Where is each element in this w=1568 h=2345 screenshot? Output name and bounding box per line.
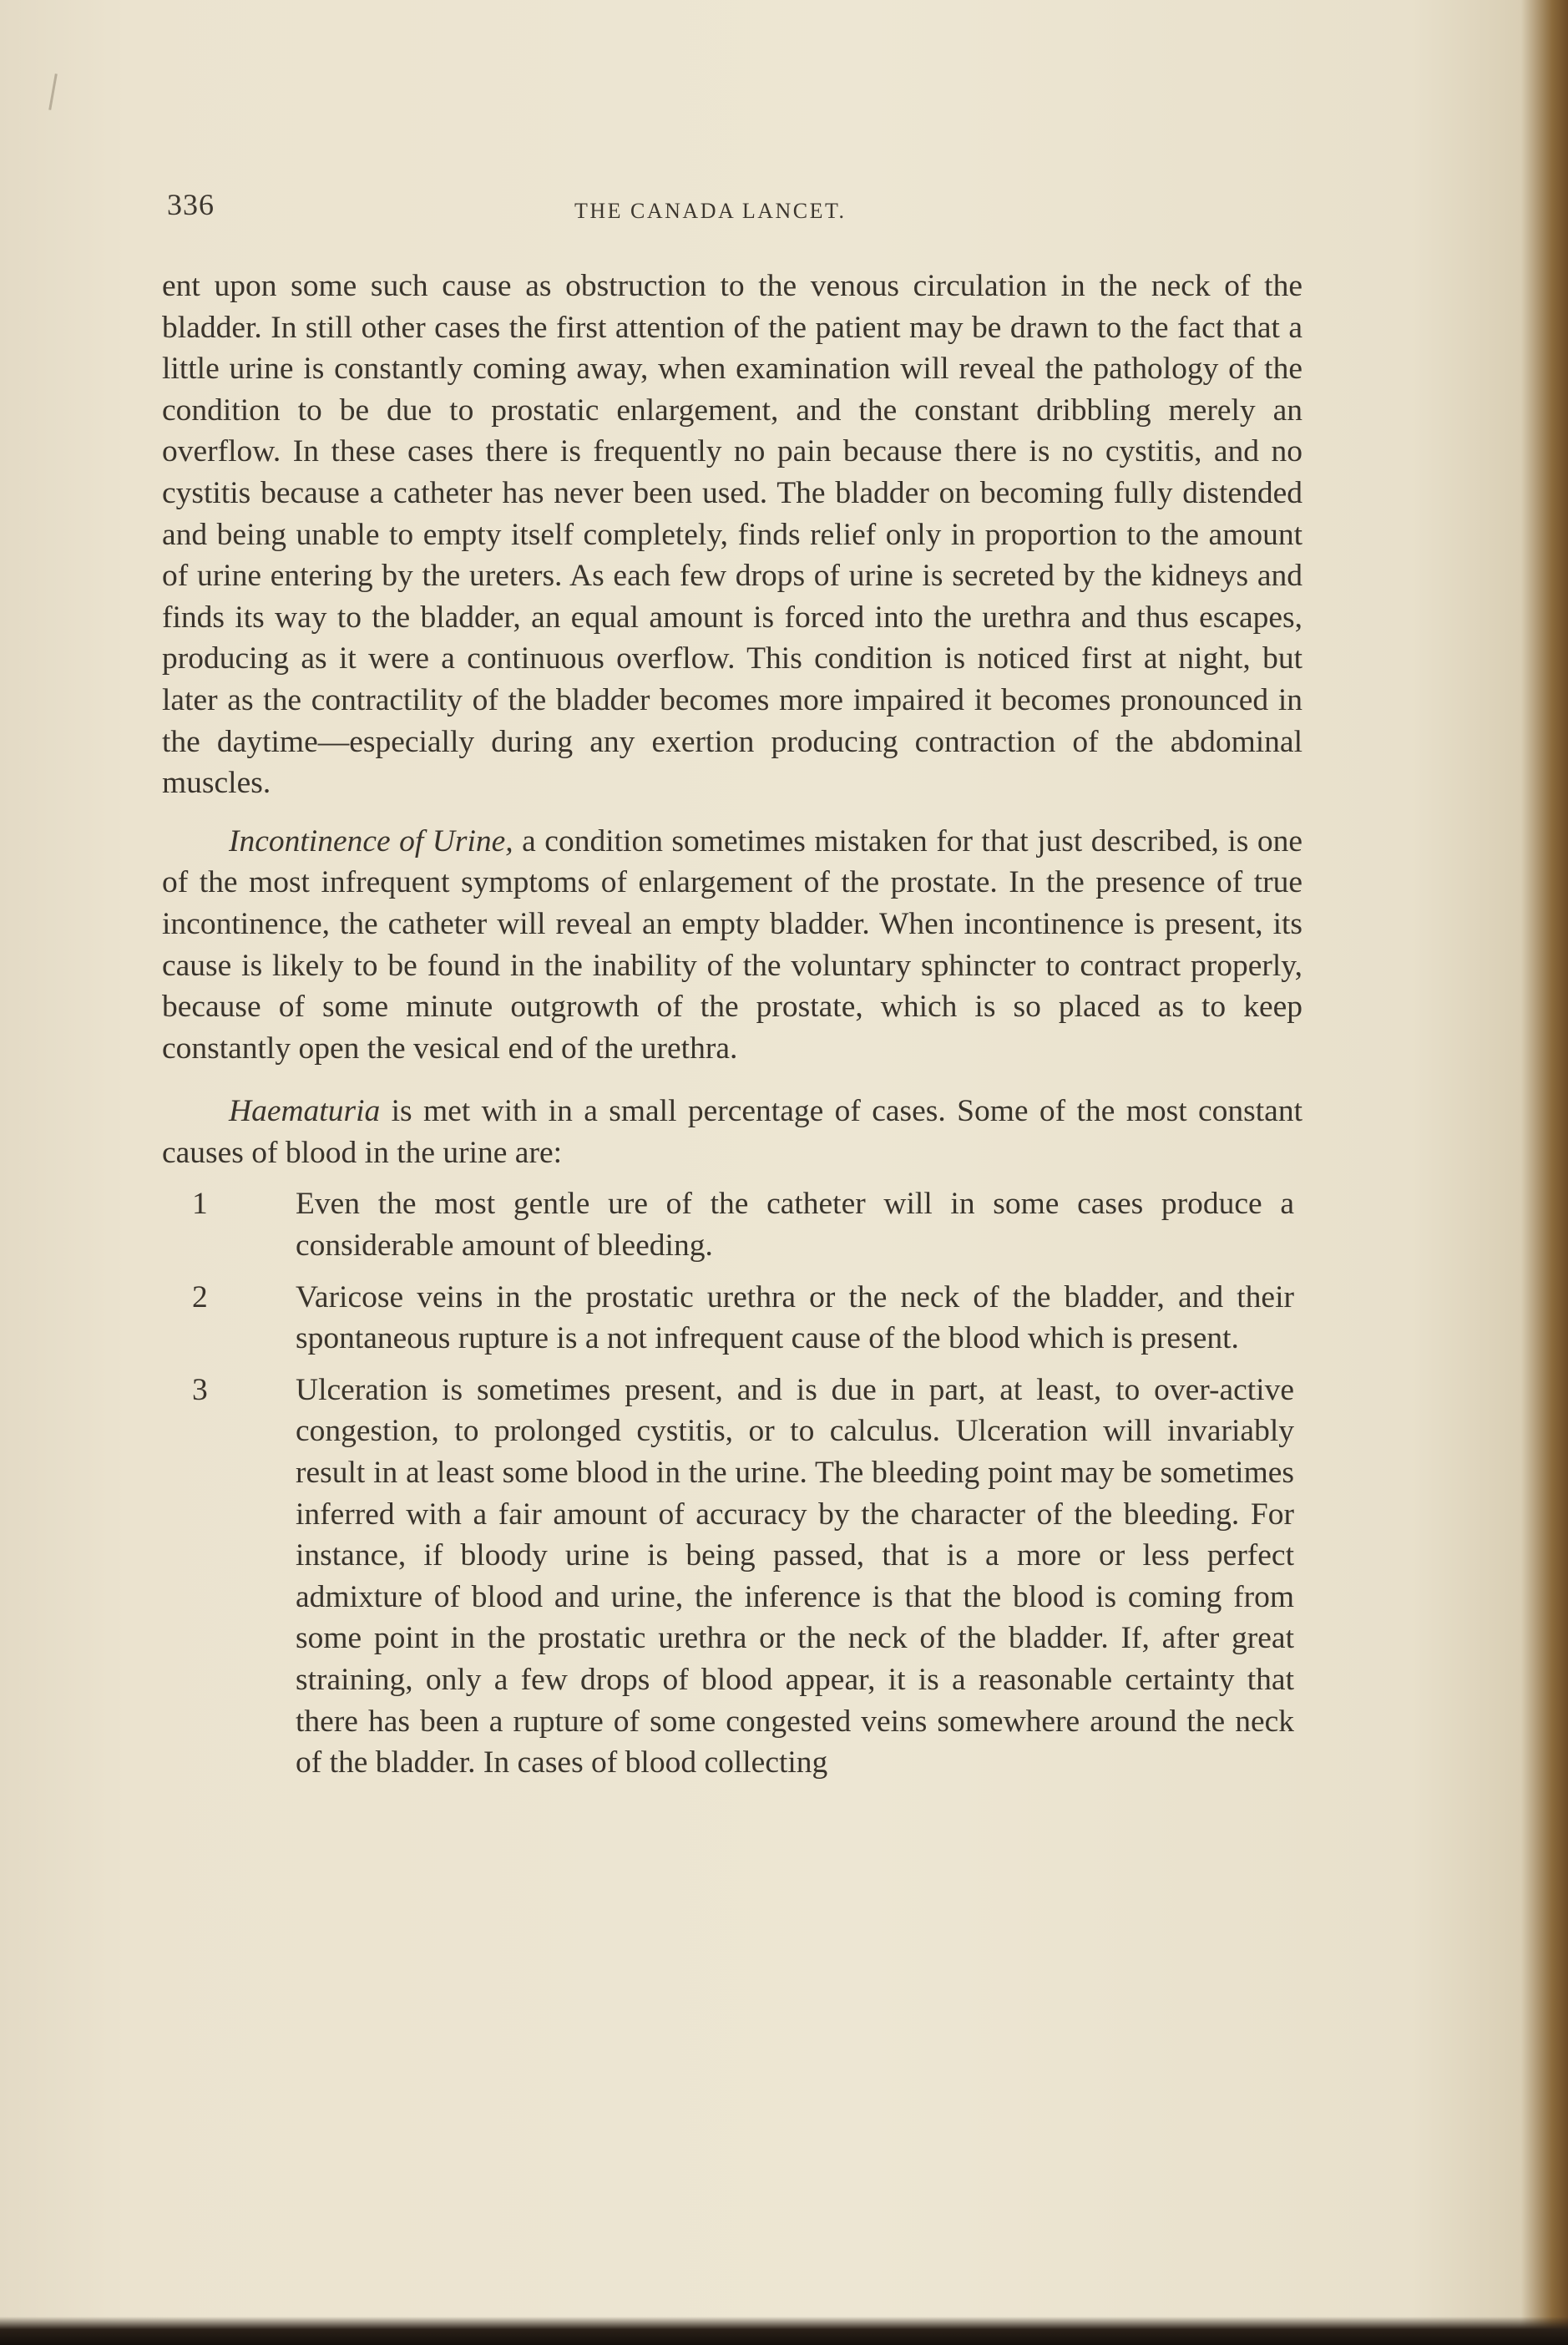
paragraph-incontinence-text: a condition sometimes mistaken for that just described, is one of the most infrequent symptoms of enlargement of the prostate. In the presence of true incontinence, the catheter will reveal an empty bladder. When incontinence is present, its cause is likely to be found in the inability of the voluntary sphincter to contract properly, because of some minute outgrowth of the prostate, which is so placed as to keep constantly open the vesical end of the urethra.	[162, 823, 1303, 1066]
list-item-number: 3	[192, 1372, 208, 1407]
list-item	[162, 1183, 1302, 1266]
paragraph-haematuria-text: is met with in a small percentage of cases. Some of the most constant causes of blood in the urine are:	[162, 1094, 1302, 1170]
term-incontinence: Incontinence of Urine,	[229, 823, 513, 858]
causes-list	[162, 1183, 1302, 1783]
list-item-text: Ulceration is sometimes present, and is due in part, at least, to over-active congestion, to prolonged cystitis, or to calculus. Ulceration will invariably result in at least some blood in the urine. The bleeding point may be sometimes inferred with a fair amount of accuracy by the character of the bleeding. For instance, if bloody urine is being passed, that is a more or less perfect admixture of blood and urine, the inference is that the blood is coming from some point in the prostatic urethra or the neck of the bladder. If, after great straining, only a few drops of blood appear, it is a reasonable certainty that there has been a rupture of some congested veins somewhere around the neck of the bladder. In cases of blood collecting	[296, 1372, 1294, 1780]
paragraph-overflow: ent upon some such cause as obstruction to the venous circulation in the neck of the bladder. In still other cases the first attention of the patient may be drawn to the fact that a little urine is constantly coming away, when examination will reveal the pathology of the condition to be due to prostatic enlargement, and the constant dribbling merely an overflow. In these cases there is frequently no pain because there is no cystitis, and no cystitis because a catheter has never been used. The bladder on becoming fully distended and being unable to empty itself completely, finds relief only in proportion to the amount of urine entering by the ureters. As each few drops of urine is secreted by the kidneys and finds its way to the bladder, an equal amount is forced into the urethra and thus escapes, producing as it were a continuous overflow. This condition is noticed first at night, but later as the contractility of the bladder becomes more impaired it becomes pronounced in the daytime—especially during any exertion producing contraction of the abdominal muscles.	[162, 269, 1302, 801]
list-item-number: 1	[192, 1187, 208, 1222]
pencil-mark	[48, 73, 58, 110]
paragraph-incontinence	[162, 821, 1302, 1070]
page-bottom-edge	[0, 2317, 1568, 2345]
paragraph-haematuria	[162, 1091, 1302, 1173]
list-item-text: Even the most gentle ure of the catheter will in some cases produce a considerable amount of bleeding.	[296, 1187, 1294, 1264]
list-item	[162, 1277, 1302, 1360]
page-header	[167, 187, 1319, 229]
list-item-number: 2	[192, 1279, 208, 1314]
running-title: THE CANADA LANCET.	[574, 199, 847, 223]
page-number: 336	[167, 188, 215, 221]
term-haematuria: Haematuria	[229, 1094, 381, 1129]
list-item	[162, 1370, 1302, 1784]
list-item-text: Varicose veins in the prostatic urethra or the neck of the bladder, and their spontaneous rupture is a not infrequent cause of the blood which is present.	[296, 1279, 1294, 1356]
article-body	[162, 266, 1302, 1784]
